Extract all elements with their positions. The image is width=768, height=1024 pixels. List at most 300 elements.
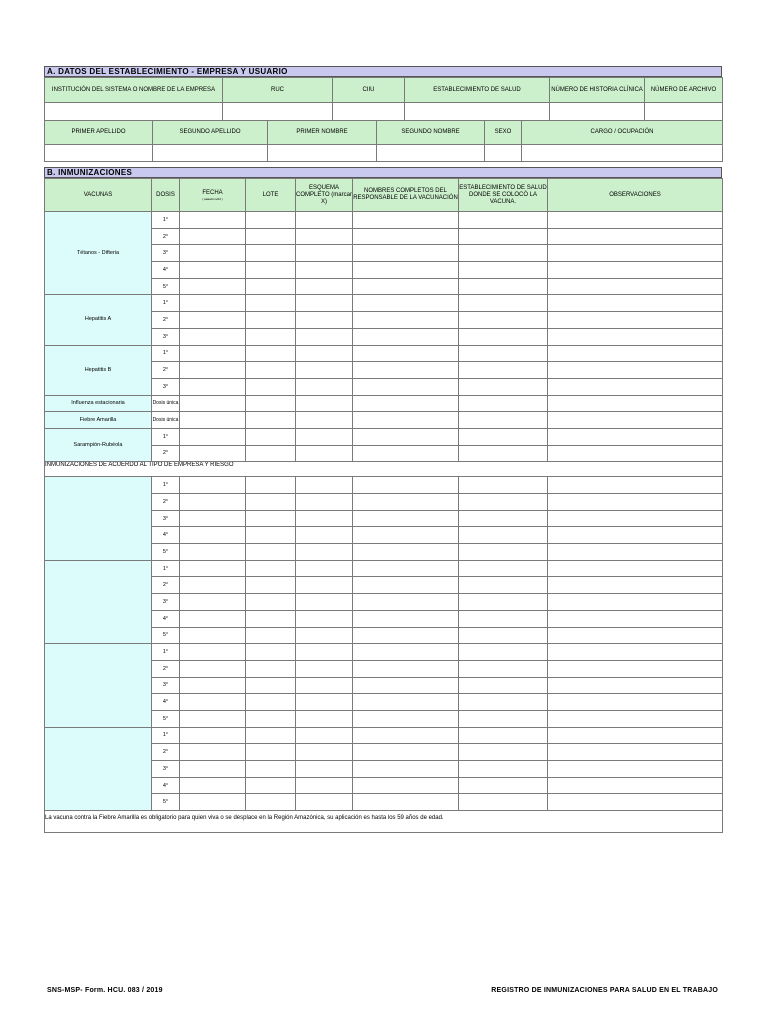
esquema-cell[interactable] — [296, 362, 353, 379]
establecimiento-cell[interactable] — [459, 744, 548, 761]
establecimiento-cell[interactable] — [459, 527, 548, 544]
esquema-cell[interactable] — [296, 577, 353, 594]
lote-cell[interactable] — [246, 560, 296, 577]
observaciones-cell[interactable] — [548, 727, 723, 744]
fecha-cell[interactable] — [180, 744, 246, 761]
observaciones-cell[interactable] — [548, 428, 723, 445]
observaciones-cell[interactable] — [548, 494, 723, 511]
vaccine-vaccine-name: Influenza estacionaria — [45, 395, 152, 412]
dose-label: 1° — [152, 295, 180, 312]
responsable-cell[interactable] — [353, 245, 459, 262]
establecimiento-cell[interactable] — [459, 761, 548, 778]
establecimiento-cell[interactable] — [459, 477, 548, 494]
establecimiento-header: ESTABLECIMIENTO DE SALUD — [405, 78, 550, 103]
dose-label: 5° — [152, 710, 180, 727]
segundo-apellido-header: SEGUNDO APELLIDO — [153, 121, 268, 145]
esquema-cell[interactable] — [296, 777, 353, 794]
establecimiento-cell[interactable] — [459, 694, 548, 711]
dose-label: 2° — [152, 362, 180, 379]
lote-cell[interactable] — [246, 395, 296, 412]
responsable-cell[interactable] — [353, 278, 459, 295]
section-b-title: B. INMUNIZACIONES — [44, 167, 722, 178]
observaciones-cell[interactable] — [548, 777, 723, 794]
establecimiento-cell[interactable] — [459, 212, 548, 229]
responsable-cell[interactable] — [353, 428, 459, 445]
segundo-nombre-field[interactable] — [377, 145, 485, 162]
fecha-cell[interactable] — [180, 761, 246, 778]
esquema-cell[interactable] — [296, 560, 353, 577]
observaciones-cell[interactable] — [548, 445, 723, 462]
fecha-label: FECHA — [202, 189, 223, 196]
esquema-cell[interactable] — [296, 694, 353, 711]
esquema-cell[interactable] — [296, 510, 353, 527]
lote-cell[interactable] — [246, 660, 296, 677]
responsable-cell[interactable] — [353, 744, 459, 761]
fecha-cell[interactable] — [180, 378, 246, 395]
dose-label: Dosis única — [152, 412, 180, 429]
responsable-cell[interactable] — [353, 494, 459, 511]
esquema-cell[interactable] — [296, 228, 353, 245]
responsable-cell[interactable] — [353, 627, 459, 644]
fecha-cell[interactable] — [180, 395, 246, 412]
establecimiento-cell[interactable] — [459, 228, 548, 245]
establecimiento-field[interactable] — [405, 103, 550, 121]
dose-label: 2° — [152, 312, 180, 329]
fecha-cell[interactable] — [180, 278, 246, 295]
esquema-cell[interactable] — [296, 262, 353, 279]
establecimiento-cell[interactable] — [459, 610, 548, 627]
esquema-cell[interactable] — [296, 477, 353, 494]
risk-section-title: INMUNIZACIONES DE ACUERDO AL TIPO DE EMPRESA Y RIESGO — [45, 462, 723, 477]
fecha-cell[interactable] — [180, 527, 246, 544]
responsable-header: NOMBRES COMPLETOS DEL RESPONSABLE DE LA VACUNACIÓN — [353, 179, 459, 212]
establecimiento-cell[interactable] — [459, 494, 548, 511]
lote-cell[interactable] — [246, 328, 296, 345]
cargo-field[interactable] — [522, 145, 723, 162]
lote-cell[interactable] — [246, 577, 296, 594]
establecimiento-cell[interactable] — [459, 312, 548, 329]
establecimiento-cell[interactable] — [459, 627, 548, 644]
fecha-cell[interactable] — [180, 777, 246, 794]
vaccine-vaccine-name: Tétanos - Difteria — [45, 212, 152, 295]
observaciones-cell[interactable] — [548, 627, 723, 644]
establecimiento-cell[interactable] — [459, 362, 548, 379]
dosis-header: DOSIS — [152, 179, 180, 212]
establecimiento-cell[interactable] — [459, 727, 548, 744]
esquema-cell[interactable] — [296, 677, 353, 694]
dose-label: 3° — [152, 594, 180, 611]
dose-label: 3° — [152, 761, 180, 778]
esquema-cell[interactable] — [296, 544, 353, 561]
responsable-cell[interactable] — [353, 345, 459, 362]
lote-cell[interactable] — [246, 312, 296, 329]
esquema-cell[interactable] — [296, 328, 353, 345]
responsable-cell[interactable] — [353, 644, 459, 661]
lote-cell[interactable] — [246, 794, 296, 811]
dose-label: 3° — [152, 328, 180, 345]
primer-nombre-header: PRIMER NOMBRE — [268, 121, 377, 145]
observaciones-cell[interactable] — [548, 228, 723, 245]
esquema-cell[interactable] — [296, 594, 353, 611]
observaciones-cell[interactable] — [548, 594, 723, 611]
fecha-cell[interactable] — [180, 694, 246, 711]
observaciones-cell[interactable] — [548, 544, 723, 561]
dose-label: 2° — [152, 577, 180, 594]
risk-group-row — [45, 727, 723, 744]
esquema-cell[interactable] — [296, 212, 353, 229]
fecha-cell[interactable] — [180, 245, 246, 262]
fecha-cell[interactable] — [180, 228, 246, 245]
fecha-cell[interactable] — [180, 710, 246, 727]
responsable-cell[interactable] — [353, 594, 459, 611]
establecimiento-cell[interactable] — [459, 395, 548, 412]
fecha-cell[interactable] — [180, 544, 246, 561]
fecha-cell[interactable] — [180, 477, 246, 494]
fecha-cell[interactable] — [180, 328, 246, 345]
observaciones-cell[interactable] — [548, 710, 723, 727]
fecha-cell[interactable] — [180, 644, 246, 661]
establecimiento-cell[interactable] — [459, 445, 548, 462]
establecimiento-cell[interactable] — [459, 428, 548, 445]
dose-label: 5° — [152, 544, 180, 561]
fecha-cell[interactable] — [180, 295, 246, 312]
fecha-cell[interactable] — [180, 794, 246, 811]
responsable-cell[interactable] — [353, 694, 459, 711]
lote-cell[interactable] — [246, 245, 296, 262]
responsable-cell[interactable] — [353, 560, 459, 577]
esquema-cell[interactable] — [296, 727, 353, 744]
lote-cell[interactable] — [246, 694, 296, 711]
risk-group-row — [45, 644, 723, 661]
vaccine-vaccine-name: Sarampión-Rubéola — [45, 428, 152, 461]
historia-clinica-header: NÚMERO DE HISTORIA CLÍNICA — [550, 78, 645, 103]
primer-apellido-header: PRIMER APELLIDO — [45, 121, 153, 145]
responsable-cell[interactable] — [353, 445, 459, 462]
lote-cell[interactable] — [246, 295, 296, 312]
observaciones-cell[interactable] — [548, 477, 723, 494]
responsable-cell[interactable] — [353, 477, 459, 494]
establecimiento-cell[interactable] — [459, 544, 548, 561]
vaccine-row — [45, 212, 723, 229]
vaccine-vaccine-name: Hepatitis A — [45, 295, 152, 345]
dose-label: 2° — [152, 744, 180, 761]
responsable-cell[interactable] — [353, 710, 459, 727]
dose-label: 3° — [152, 510, 180, 527]
observaciones-cell[interactable] — [548, 395, 723, 412]
esquema-cell[interactable] — [296, 412, 353, 429]
responsable-cell[interactable] — [353, 295, 459, 312]
responsable-cell[interactable] — [353, 577, 459, 594]
observaciones-cell[interactable] — [548, 362, 723, 379]
lote-cell[interactable] — [246, 677, 296, 694]
establecimiento-cell[interactable] — [459, 660, 548, 677]
fecha-cell[interactable] — [180, 428, 246, 445]
esquema-cell[interactable] — [296, 428, 353, 445]
dose-label: Dosis única — [152, 395, 180, 412]
lote-cell[interactable] — [246, 345, 296, 362]
lote-cell[interactable] — [246, 428, 296, 445]
lote-cell[interactable] — [246, 727, 296, 744]
primer-nombre-field[interactable] — [268, 145, 377, 162]
risk-group-vaccine-name — [45, 477, 152, 560]
yellow-fever-note: La vacuna contra la Fiebre Amarilla es obligatorio para quien viva o se desplace en la Región Amazónica, su aplicación es hasta los 59 años de edad. — [45, 811, 723, 833]
esquema-cell[interactable] — [296, 345, 353, 362]
responsable-cell[interactable] — [353, 262, 459, 279]
responsable-cell[interactable] — [353, 727, 459, 744]
ruc-field[interactable] — [223, 103, 333, 121]
lote-header: LOTE — [246, 179, 296, 212]
esquema-cell[interactable] — [296, 278, 353, 295]
responsable-cell[interactable] — [353, 312, 459, 329]
dose-label: 1° — [152, 477, 180, 494]
observaciones-cell[interactable] — [548, 378, 723, 395]
institucion-header: INSTITUCIÓN DEL SISTEMA O NOMBRE DE LA EMPRESA — [45, 78, 223, 103]
observaciones-cell[interactable] — [548, 328, 723, 345]
lote-cell[interactable] — [246, 527, 296, 544]
lote-cell[interactable] — [246, 761, 296, 778]
fecha-cell[interactable] — [180, 510, 246, 527]
dose-label: 1° — [152, 560, 180, 577]
establecimiento-cell[interactable] — [459, 510, 548, 527]
establecimiento-cell[interactable] — [459, 245, 548, 262]
lote-cell[interactable] — [246, 610, 296, 627]
fecha-cell[interactable] — [180, 312, 246, 329]
esquema-cell[interactable] — [296, 710, 353, 727]
responsable-cell[interactable] — [353, 761, 459, 778]
observaciones-cell[interactable] — [548, 610, 723, 627]
institucion-field[interactable] — [45, 103, 223, 121]
responsable-cell[interactable] — [353, 794, 459, 811]
observaciones-cell[interactable] — [548, 510, 723, 527]
dose-label: 4° — [152, 610, 180, 627]
vacunas-header: VACUNAS — [45, 179, 152, 212]
vaccine-vaccine-name: Fiebre Amarilla — [45, 412, 152, 429]
responsable-cell[interactable] — [353, 228, 459, 245]
risk-group-row — [45, 477, 723, 494]
establecimiento-cell[interactable] — [459, 278, 548, 295]
establecimiento-cell[interactable] — [459, 594, 548, 611]
section-a-row1-table — [44, 77, 723, 121]
responsable-cell[interactable] — [353, 212, 459, 229]
establecimiento-cell[interactable] — [459, 560, 548, 577]
ciiu-header: CIIU — [333, 78, 405, 103]
segundo-apellido-field[interactable] — [153, 145, 268, 162]
fecha-cell[interactable] — [180, 362, 246, 379]
fecha-cell[interactable] — [180, 345, 246, 362]
responsable-cell[interactable] — [353, 527, 459, 544]
esquema-cell[interactable] — [296, 761, 353, 778]
ruc-header: RUC — [223, 78, 333, 103]
observaciones-cell[interactable] — [548, 262, 723, 279]
fecha-cell[interactable] — [180, 212, 246, 229]
esquema-cell[interactable] — [296, 445, 353, 462]
risk-group-vaccine-name — [45, 644, 152, 727]
lote-cell[interactable] — [246, 262, 296, 279]
esquema-cell[interactable] — [296, 245, 353, 262]
observaciones-cell[interactable] — [548, 245, 723, 262]
archivo-field[interactable] — [645, 103, 723, 121]
establecimiento-cell[interactable] — [459, 378, 548, 395]
dose-label: 5° — [152, 278, 180, 295]
dose-label: 1° — [152, 345, 180, 362]
lote-cell[interactable] — [246, 378, 296, 395]
fecha-header — [180, 179, 246, 212]
responsable-cell[interactable] — [353, 610, 459, 627]
dose-label: 1° — [152, 212, 180, 229]
dose-label: 1° — [152, 727, 180, 744]
esquema-cell[interactable] — [296, 794, 353, 811]
vaccine-row — [45, 428, 723, 445]
fecha-format: ( aaaa/mm/dd ) — [202, 196, 223, 201]
lote-cell[interactable] — [246, 278, 296, 295]
observaciones-cell[interactable] — [548, 744, 723, 761]
form-code: SNS-MSP- Form. HCU. 083 / 2019 — [47, 987, 163, 994]
dose-label: 3° — [152, 245, 180, 262]
esquema-cell[interactable] — [296, 627, 353, 644]
observaciones-cell[interactable] — [548, 560, 723, 577]
vaccine-vaccine-name: Hepatitis B — [45, 345, 152, 395]
establecimiento-cell[interactable] — [459, 295, 548, 312]
observaciones-cell[interactable] — [548, 694, 723, 711]
observaciones-cell[interactable] — [548, 761, 723, 778]
lote-cell[interactable] — [246, 412, 296, 429]
dose-label: 3° — [152, 677, 180, 694]
responsable-cell[interactable] — [353, 777, 459, 794]
esquema-cell[interactable] — [296, 295, 353, 312]
establecimiento-cell[interactable] — [459, 644, 548, 661]
lote-cell[interactable] — [246, 445, 296, 462]
establecimiento-cell[interactable] — [459, 345, 548, 362]
lote-cell[interactable] — [246, 744, 296, 761]
sexo-header: SEXO — [485, 121, 522, 145]
observaciones-cell[interactable] — [548, 278, 723, 295]
esquema-cell[interactable] — [296, 378, 353, 395]
establecimiento-cell[interactable] — [459, 710, 548, 727]
lote-cell[interactable] — [246, 544, 296, 561]
dose-label: 2° — [152, 445, 180, 462]
observaciones-cell[interactable] — [548, 644, 723, 661]
lote-cell[interactable] — [246, 710, 296, 727]
responsable-cell[interactable] — [353, 328, 459, 345]
fecha-cell[interactable] — [180, 445, 246, 462]
observaciones-cell[interactable] — [548, 412, 723, 429]
cargo-header: CARGO / OCUPACIÓN — [522, 121, 723, 145]
fecha-cell[interactable] — [180, 610, 246, 627]
lote-cell[interactable] — [246, 477, 296, 494]
fecha-cell[interactable] — [180, 494, 246, 511]
observaciones-cell[interactable] — [548, 312, 723, 329]
responsable-cell[interactable] — [353, 544, 459, 561]
lote-cell[interactable] — [246, 777, 296, 794]
observaciones-cell[interactable] — [548, 212, 723, 229]
esquema-cell[interactable] — [296, 494, 353, 511]
establecimiento-cell[interactable] — [459, 328, 548, 345]
dose-label: 5° — [152, 794, 180, 811]
establecimiento-cell[interactable] — [459, 262, 548, 279]
responsable-cell[interactable] — [353, 395, 459, 412]
responsable-cell[interactable] — [353, 510, 459, 527]
vaccine-row — [45, 395, 723, 412]
responsable-cell[interactable] — [353, 660, 459, 677]
observaciones-cell[interactable] — [548, 527, 723, 544]
dose-label: 2° — [152, 228, 180, 245]
vaccine-row — [45, 345, 723, 362]
fecha-cell[interactable] — [180, 677, 246, 694]
lote-cell[interactable] — [246, 362, 296, 379]
primer-apellido-field[interactable] — [45, 145, 153, 162]
lote-cell[interactable] — [246, 228, 296, 245]
esquema-cell[interactable] — [296, 527, 353, 544]
establecimiento-cell[interactable] — [459, 577, 548, 594]
vaccine-row — [45, 295, 723, 312]
observaciones-cell[interactable] — [548, 295, 723, 312]
archivo-header: NÚMERO DE ARCHIVO — [645, 78, 723, 103]
fecha-cell[interactable] — [180, 627, 246, 644]
responsable-cell[interactable] — [353, 362, 459, 379]
lote-cell[interactable] — [246, 594, 296, 611]
ciiu-field[interactable] — [333, 103, 405, 121]
observaciones-cell[interactable] — [548, 794, 723, 811]
observaciones-cell[interactable] — [548, 345, 723, 362]
lote-cell[interactable] — [246, 644, 296, 661]
establecimiento-cell[interactable] — [459, 412, 548, 429]
responsable-cell[interactable] — [353, 412, 459, 429]
establecimiento-cell[interactable] — [459, 794, 548, 811]
lote-cell[interactable] — [246, 494, 296, 511]
responsable-cell[interactable] — [353, 378, 459, 395]
fecha-cell[interactable] — [180, 660, 246, 677]
esquema-cell[interactable] — [296, 610, 353, 627]
observaciones-cell[interactable] — [548, 660, 723, 677]
sexo-field[interactable] — [485, 145, 522, 162]
fecha-cell[interactable] — [180, 412, 246, 429]
responsable-cell[interactable] — [353, 677, 459, 694]
establecimiento-vacuna-header: ESTABLECIMIENTO DE SALUD DONDE SE COLOCÓ LA VACUNA. — [459, 179, 548, 212]
esquema-cell[interactable] — [296, 312, 353, 329]
establecimiento-cell[interactable] — [459, 777, 548, 794]
establecimiento-cell[interactable] — [459, 677, 548, 694]
immunizations-table — [44, 178, 723, 833]
esquema-cell[interactable] — [296, 660, 353, 677]
fecha-cell[interactable] — [180, 262, 246, 279]
dose-label: 2° — [152, 660, 180, 677]
esquema-cell[interactable] — [296, 644, 353, 661]
fecha-cell[interactable] — [180, 577, 246, 594]
fecha-cell[interactable] — [180, 727, 246, 744]
segundo-nombre-header: SEGUNDO NOMBRE — [377, 121, 485, 145]
lote-cell[interactable] — [246, 510, 296, 527]
dose-label: 5° — [152, 627, 180, 644]
section-a-title: A. DATOS DEL ESTABLECIMIENTO - EMPRESA Y USUARIO — [44, 66, 722, 77]
dose-label: 4° — [152, 527, 180, 544]
fecha-cell[interactable] — [180, 594, 246, 611]
section-a-row2-table — [44, 120, 723, 162]
dose-label: 2° — [152, 494, 180, 511]
lote-cell[interactable] — [246, 627, 296, 644]
risk-group-vaccine-name — [45, 727, 152, 810]
esquema-cell[interactable] — [296, 395, 353, 412]
risk-group-row — [45, 560, 723, 577]
vaccine-row — [45, 412, 723, 429]
lote-cell[interactable] — [246, 212, 296, 229]
dose-label: 4° — [152, 694, 180, 711]
fecha-cell[interactable] — [180, 560, 246, 577]
esquema-cell[interactable] — [296, 744, 353, 761]
observaciones-cell[interactable] — [548, 577, 723, 594]
historia-clinica-field[interactable] — [550, 103, 645, 121]
observaciones-cell[interactable] — [548, 677, 723, 694]
observaciones-header: OBSERVACIONES — [548, 179, 723, 212]
